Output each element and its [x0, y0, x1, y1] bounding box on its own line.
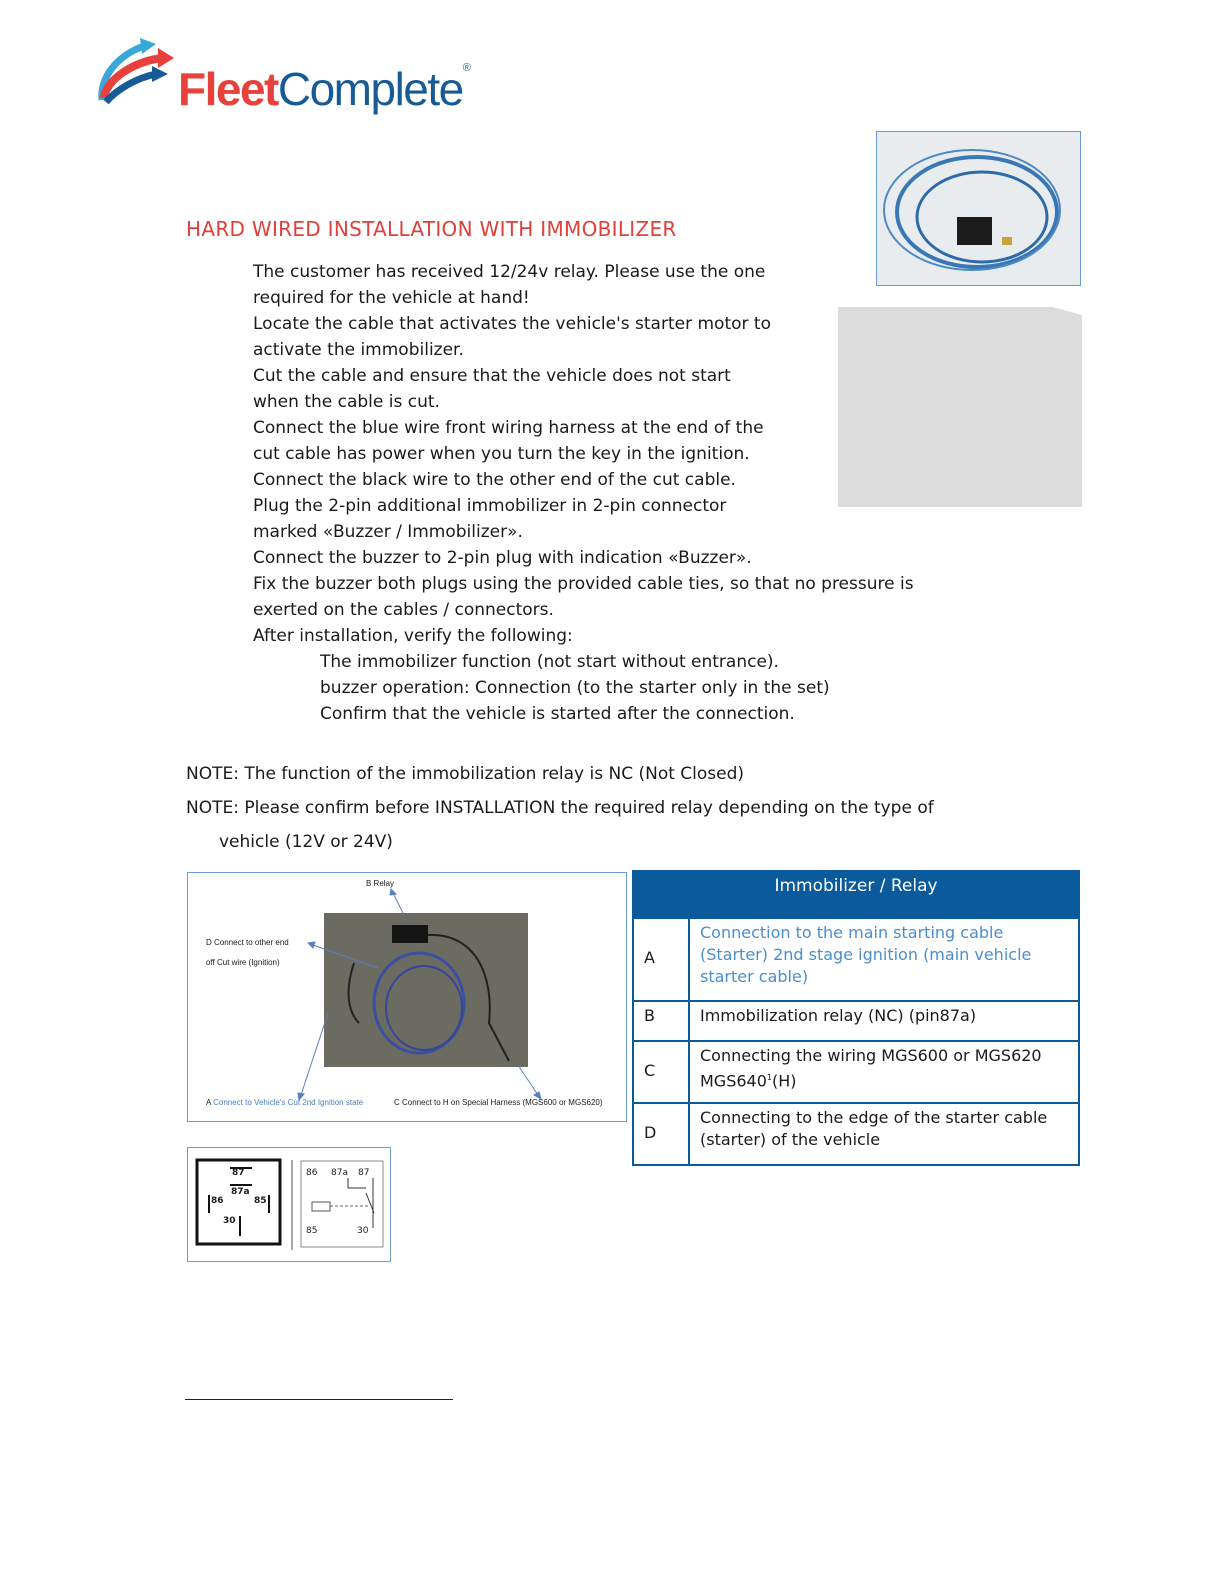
- verify-line: buzzer operation: Connection (to the starter only in the set): [320, 678, 830, 698]
- logo-complete: Complete: [277, 63, 463, 115]
- note-text: Please confirm before INSTALLATION the required relay depending on the type of: [238, 798, 934, 818]
- row-text-tail: (H): [772, 1071, 797, 1091]
- logo-registered: ®: [462, 62, 470, 74]
- label-b-relay: B Relay: [366, 879, 395, 888]
- instruction-line: Locate the cable that activates the vehicle's starter motor to: [253, 314, 771, 334]
- verify-line: Confirm that the vehicle is started after the connection.: [320, 704, 795, 724]
- row-text: [689, 1041, 1079, 1103]
- immobilizer-relay-table: [632, 870, 1080, 1166]
- instruction-line: required for the vehicle at hand!: [253, 288, 530, 308]
- note-2-continued: vehicle (12V or 24V): [219, 832, 393, 852]
- verify-line: The immobilizer function (not start without entrance).: [320, 652, 779, 672]
- relay-pinout: [187, 1147, 391, 1262]
- row-text: Immobilization relay (NC) (pin87a): [689, 1001, 1079, 1041]
- note-text: The function of the immobilization relay is NC (Not Closed): [238, 764, 745, 784]
- label-a-letter: A: [206, 1098, 211, 1107]
- note-label: NOTE:: [186, 764, 239, 784]
- instruction-line: After installation, verify the following:: [253, 626, 573, 646]
- note-label: NOTE:: [186, 798, 239, 818]
- section-title: HARD WIRED INSTALLATION WITH IMMOBILIZER: [186, 217, 677, 241]
- logo-arrows-icon: [96, 38, 176, 108]
- logo: [178, 62, 469, 116]
- instruction-line: Cut the cable and ensure that the vehicle does not start: [253, 366, 731, 386]
- note-2: [186, 798, 934, 818]
- row-key: A: [633, 918, 689, 1001]
- label-a: [206, 1098, 363, 1107]
- schematic-pin-85: 85: [306, 1226, 318, 1236]
- row-text: Connection to the main starting cable (Starter) 2nd stage ignition (main vehicle starter cable): [689, 918, 1079, 1001]
- pin-87: 87: [232, 1168, 245, 1178]
- note-1: [186, 764, 744, 784]
- table-row: [633, 1103, 1079, 1165]
- row-key: D: [633, 1103, 689, 1165]
- table-row: [633, 918, 1079, 1001]
- table-header: Immobilizer / Relay: [633, 871, 1079, 918]
- instruction-line: exerted on the cables / connectors.: [253, 600, 554, 620]
- footnote-ref: 1: [766, 1073, 772, 1082]
- instruction-line: cut cable has power when you turn the key in the ignition.: [253, 444, 750, 464]
- row-key: C: [633, 1041, 689, 1103]
- row-key: B: [633, 1001, 689, 1041]
- row-text-main: Connecting the wiring MGS600 or MGS620 MGS640: [700, 1046, 1042, 1091]
- instruction-line: Fix the buzzer both plugs using the provided cable ties, so that no pressure is: [253, 574, 914, 594]
- instruction-line: activate the immobilizer.: [253, 340, 464, 360]
- logo-fleet: Fleet: [178, 63, 278, 115]
- instruction-line: Connect the buzzer to 2-pin plug with indication «Buzzer».: [253, 548, 752, 568]
- pin-87a: 87a: [231, 1187, 250, 1197]
- label-d-line2: off Cut wire (Ignition): [206, 958, 280, 967]
- instruction-line: The customer has received 12/24v relay. Please use the one: [253, 262, 766, 282]
- instructions: [253, 259, 914, 727]
- schematic-pin-87a: 87a: [331, 1168, 348, 1178]
- instruction-line: Connect the blue wire front wiring harness at the end of the: [253, 418, 764, 438]
- schematic-pin-86: 86: [306, 1168, 318, 1178]
- label-a-text: Connect to Vehicle's Cut 2nd Ignition state: [210, 1098, 364, 1107]
- row-text: Connecting to the edge of the starter cable (starter) of the vehicle: [689, 1103, 1079, 1165]
- pin-85: 85: [254, 1196, 267, 1206]
- leader-arrows: [188, 873, 626, 1121]
- footnote-separator: [185, 1399, 453, 1400]
- pin-86: 86: [211, 1196, 224, 1206]
- label-d-line1: D Connect to other end: [206, 938, 289, 947]
- instruction-line: Plug the 2-pin additional immobilizer in 2-pin connector: [253, 496, 727, 516]
- instruction-line: when the cable is cut.: [253, 392, 440, 412]
- label-c: C Connect to H on Special Harness (MGS600 or MGS620): [394, 1098, 603, 1107]
- instruction-line: marked «Buzzer / Immobilizer».: [253, 522, 523, 542]
- schematic-pin-87: 87: [358, 1168, 370, 1178]
- schematic-pin-30: 30: [357, 1226, 369, 1236]
- table-row: [633, 1041, 1079, 1103]
- instruction-line: Connect the black wire to the other end of the cut cable.: [253, 470, 736, 490]
- table-row: [633, 1001, 1079, 1041]
- wiring-diagram: [187, 872, 627, 1122]
- pin-30: 30: [223, 1216, 236, 1226]
